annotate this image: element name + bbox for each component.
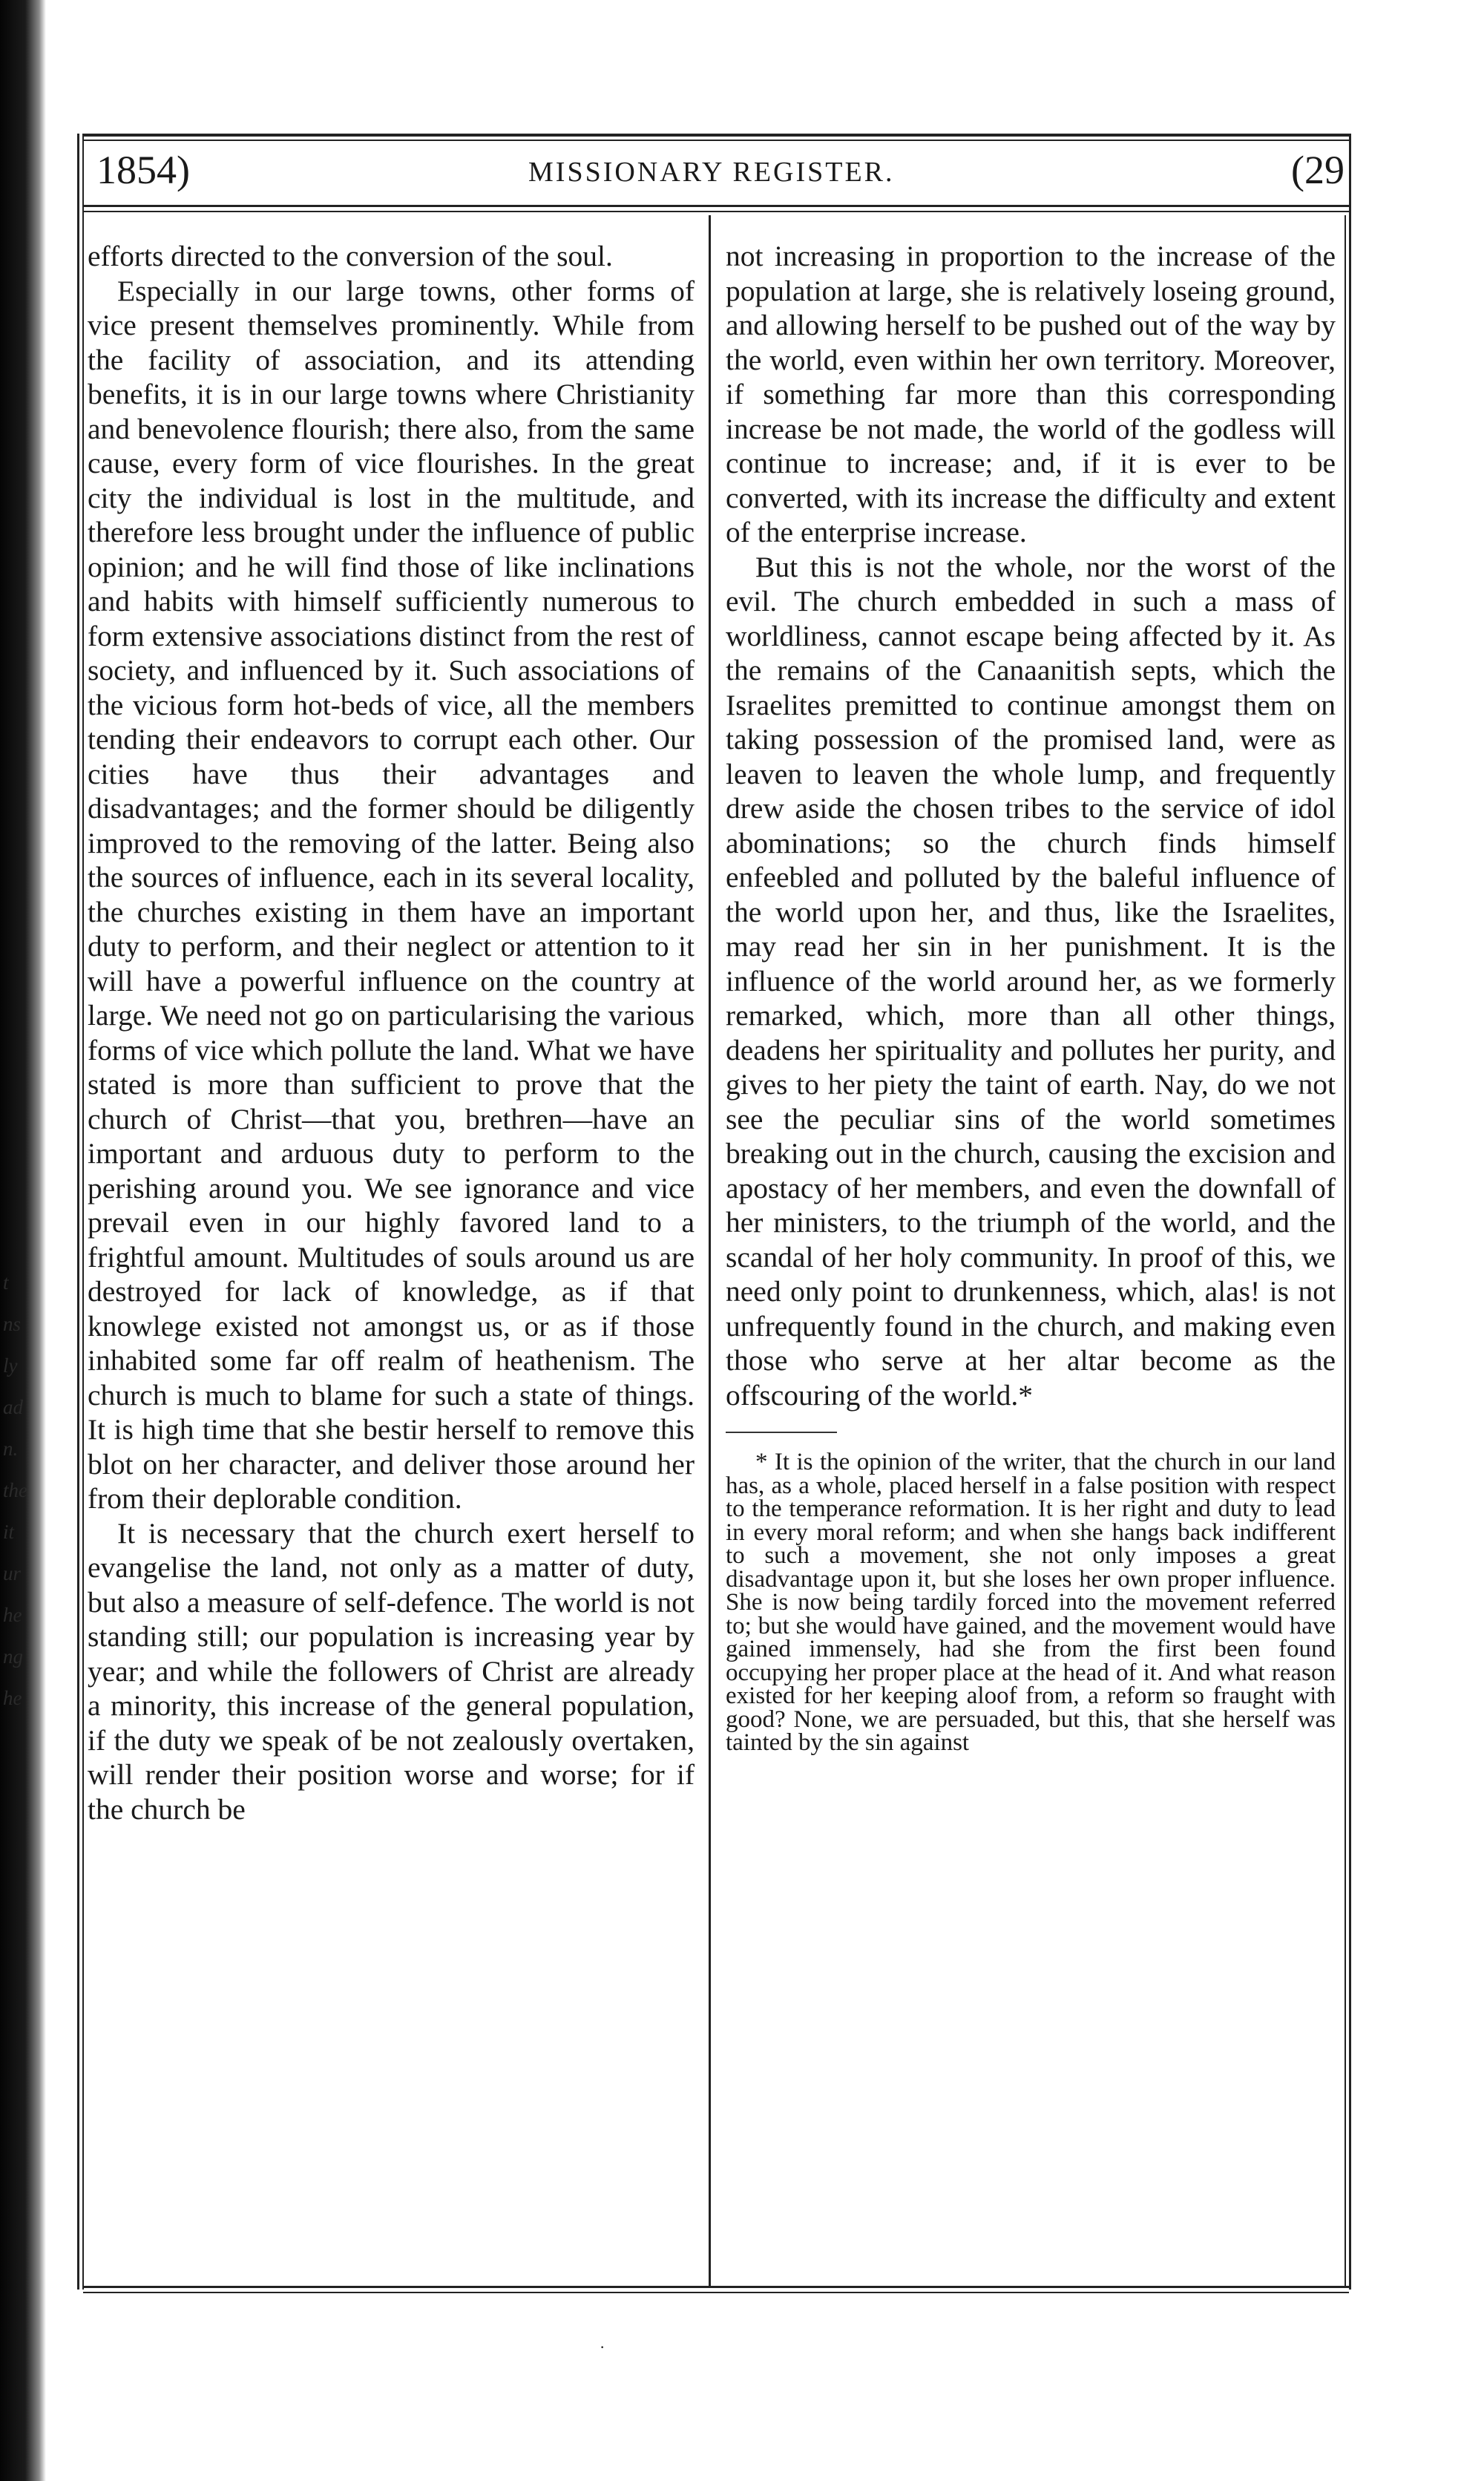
margin-fragment: ng (3, 1645, 23, 1668)
header-journal-title: MISSIONARY REGISTER. (528, 157, 895, 188)
top-rule-thick (83, 134, 1349, 137)
header-rule (83, 205, 1349, 207)
footnote-separator (726, 1432, 837, 1433)
right-column (726, 239, 1336, 1755)
margin-fragment: the (3, 1479, 27, 1501)
margin-fragment: ur (3, 1562, 22, 1584)
bottom-rule (83, 2286, 1349, 2288)
paragraph: Especially in our large towns, other forms of vice present themselves prominently. While from the facility of association, and its attending benefits, it is in our large towns where Christianity and benevolence flourish; there also, from the same cause, every form of vice flourishes. In the great city the individual is lost in the multitude, and therefore less brought under the influence of public opinion; and he will find those of like inclinations and habits with himself sufficiently numerous to form extensive associations distinct from the rest of society, and influenced by it. Such associations of the vicious form hot-beds of vice, all the members tending their endeavors to corrupt each other. Our cities have thus their advantages and disadvantages; and the former should be diligently improved to the removing of the latter. Being also the sources of influence, each in its several locality, the churches existing in them have an important duty to perform, and their neglect or attention to it will have a powerful influence on the country at large. We need not go on particularising the various forms of vice which pollute the land. What we have stated is more than sufficient to prove that the church of Christ—that you, brethren—have an important and arduous duty to perform to the perishing around you. We see ignorance and vice prevail even in our highly favored land to a frightful amount. Multitudes of souls around us are destroyed for lack of knowledge, as if that knowlege existed not amongst us, or as if those inhabited some far off realm of heathenism. The church is much to blame for such a state of things. It is high time that she bestir herself to remove this blot on her character, and deliver those around her from their deplorable condition. (88, 274, 695, 1515)
margin-fragment: ad (3, 1396, 23, 1418)
column-divider (709, 215, 711, 2286)
running-header (83, 140, 1345, 200)
left-frame-rule-inner (82, 134, 84, 2290)
margin-fragment: he (3, 1604, 22, 1626)
left-column (88, 239, 695, 1826)
paragraph-continued: efforts directed to the conversion of the soul. (88, 240, 613, 272)
margin-fragment: it (3, 1521, 15, 1543)
paragraph-continued: not increasing in proportion to the increase of the population at large, she is relatively loseing ground, and allowing herself to be pushed out of the way by the world, even within her own territory. Moreover, if something far more than this corresponding increase be not made, the world of the godless will continue to increase; and, if it is ever to be converted, with its increase the difficulty and extent of the enterprise increase. (726, 240, 1336, 548)
book-binding-edge (0, 0, 46, 2481)
margin-fragment: t (3, 1271, 9, 1294)
bottom-rule-thin (83, 2292, 1349, 2293)
right-frame-rule-inner (1345, 215, 1346, 2286)
paragraph: It is necessary that the church exert herself to evangelise the land, not only as a matter of duty, but also a measure of self-defence. The world is not standing still; our population is increasing year by year; and while the followers of Christ are already a minority, this increase of the general population, if the duty we speak of be not zealously overtaken, will render their position worse and worse; for if the church be (88, 1516, 695, 1826)
margin-fragment: ly (3, 1354, 18, 1377)
header-rule-thin (83, 211, 1349, 212)
right-frame-rule (1349, 134, 1351, 2290)
margin-fragment: n. (3, 1438, 19, 1460)
page-speck: · (600, 2338, 605, 2356)
footnote: * It is the opinion of the writer, that the church in our land has, as a whole, placed herself in a false position with respect to the temperance reformation. It is her right and duty to lead in every moral reform; and when she hangs back indifferent to such a movement, she not only imposes a great disadvantage upon it, but she loses her own proper influence. She is now being tardily forced into the movement referred to; but she would have gained, and the movement would have gained immensely, had she from the first been found occupying her proper place at the head of it. And what reason existed for her keeping aloof from, a reform so fraught with good? None, we are persuaded, but this, that she herself was tainted by the sin against (726, 1449, 1336, 1756)
left-frame-rule (77, 134, 79, 2290)
header-page-number: (29 (1291, 148, 1345, 192)
margin-fragment: he (3, 1687, 22, 1709)
margin-fragment: ns (3, 1313, 22, 1335)
paragraph: But this is not the whole, nor the worst of the evil. The church embedded in such a mass of worldliness, cannot escape being affected by it. As the remains of the Canaanitish septs, which the Israelites premitted to continue amongst them on taking possession of the promised land, were as leaven to leaven the whole lump, and frequently drew aside the chosen tribes to the service of idol abominations; so the church finds himself enfeebled and polluted by the baleful influence of the world upon her, and thus, like the Israelites, may read her sin in her punishment. It is the influence of the world around her, as we formerly remarked, which, more than all other things, deadens her spirituality and pollutes her purity, and gives to her piety the taint of earth. Nay, do we not see the peculiar sins of the world sometimes breaking out in the church, causing the excision and apostacy of her members, and even the downfall of her ministers, to the triumph of the world, and the scandal of her holy community. In proof of this, we need only point to drunkenness, which, alas! is not unfrequently found in the church, and making even those who serve at her altar become as the offscouring of the world.* (726, 550, 1336, 1412)
previous-page-margin-fragments (3, 1262, 70, 1719)
header-year: 1854) (96, 148, 190, 192)
